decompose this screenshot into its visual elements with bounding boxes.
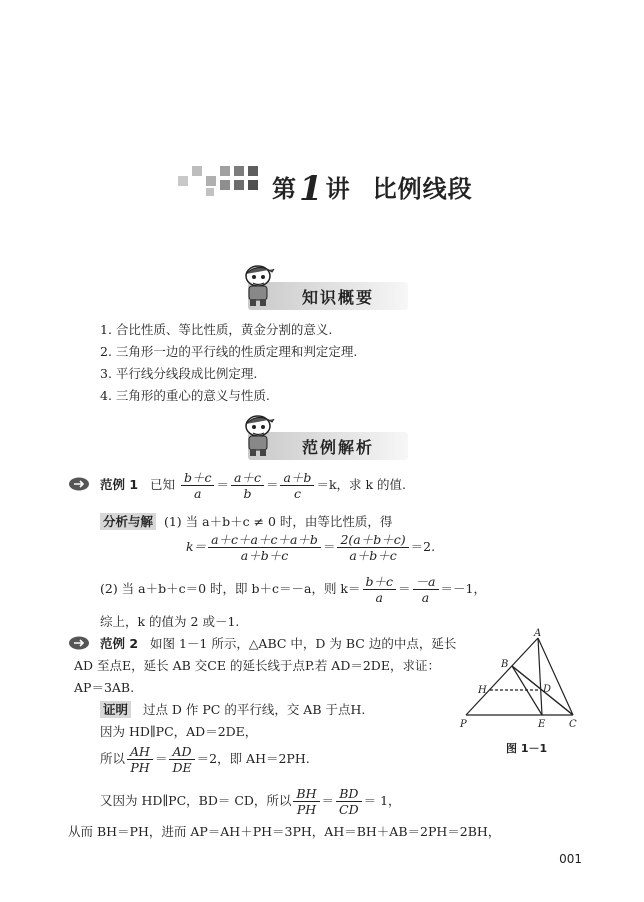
fraction: $\frac{b+c}{a}$ [181,470,215,501]
fraction: $\frac{a+b}{c}$ [280,470,314,501]
label-C: C [569,719,577,730]
knowledge-item: 4. 三角形的重心的意义与性质. [100,388,270,403]
fraction: $\frac{2(a+b+c)}{a+b+c}$ [337,532,408,563]
fraction: $\frac{AH}{PH}$ [127,744,153,775]
fraction: $\frac{BH}{PH}$ [293,786,319,817]
segment-AC [538,638,573,715]
page-number: 001 [559,852,582,866]
geometry-figure [456,628,596,738]
title-decoration [178,162,270,198]
figure-caption: 图 1－1 [506,742,548,755]
label-E: E [538,719,546,730]
label-P: P [460,719,467,730]
label-H: H [478,685,487,696]
label-D: D [543,684,552,695]
example2-label: 范例 2 [99,636,139,651]
arrow-bullet-icon [68,636,90,650]
example1-statement: 范例 1 已知 $\frac{b+c}{a}$ ＝ $\frac{a+c}{b}$ ＝ $\frac{a+b}{c}$ ＝k，求 k 的值. [68,470,406,501]
example1-label: 范例 1 [99,477,139,492]
conclusion: 综上，k 的值为 2 或－1. [100,614,240,629]
section-banner-knowledge: 知识概要 [248,282,408,310]
knowledge-item: 2. 三角形一边的平行线的性质定理和判定定理. [100,344,358,359]
knowledge-item: 3. 平行线分线段成比例定理. [100,366,258,381]
equation-k: k＝ $\frac{a+c+a+c+a+b}{a+b+c}$ ＝ $\frac{2(a+b+c)}{a+b+c}$ ＝2. [186,532,436,563]
analysis-case1: 分析与解 (1) 当 a＋b＋c ≠ 0 时，由等比性质，得 [100,512,392,530]
proof-line2: 因为 HD∥PC，AD＝2DE， [100,724,258,739]
label-B: B [501,659,509,670]
example2-line2: AD 至点E，延长 AB 交CE 的延长线于点P.若 AD＝2DE，求证： [74,658,440,673]
segment-AP [466,638,538,715]
example2-line1: 范例 2 如图 1－1 所示，△ABC 中，D 为 BC 边的中点，延长 [68,634,456,652]
arrow-bullet-icon [68,477,90,491]
mascot-icon [238,412,280,458]
fraction: $\frac{b+c}{a}$ [363,574,397,605]
proof-label: 证明 [100,701,131,718]
segment-AE [538,638,542,715]
fraction: $\frac{a+c+a+c+a+b}{a+b+c}$ [208,532,321,563]
knowledge-item: 1. 合比性质、等比性质，黄金分割的意义. [100,322,333,337]
chapter-title: 第1讲 比例线段 [272,169,473,209]
mascot-icon [238,262,280,308]
section-banner-examples: 范例解析 [248,432,408,460]
fraction: $\frac{-a}{a}$ [413,574,439,605]
fraction: $\frac{AD}{DE}$ [169,744,194,775]
proof-line3: 所以 $\frac{AH}{PH}$ ＝ $\frac{AD}{DE}$ ＝2，即 AH＝2PH. [100,744,310,775]
proof-line1: 证明 过点 D 作 PC 的平行线，交 AB 于点H. [100,700,365,718]
proof-line5: 从而 BH＝PH，进而 AP＝AH＋PH＝3PH，AH＝BH＋AB＝2PH＝2BH， [68,824,501,839]
label-A: A [534,628,542,639]
proof-line4: 又因为 HD∥PC，BD＝ CD，所以 $\frac{BH}{PH}$ ＝ $\frac{BD}{CD}$ ＝ 1， [100,786,401,817]
example2-line3: AP＝3AB. [74,680,135,695]
analysis-label: 分析与解 [100,513,156,530]
fraction: $\frac{BD}{CD}$ [336,786,362,817]
analysis-case2: (2) 当 a＋b＋c＝0 时，即 b＋c＝－a，则 k＝ $\frac{b+c}{a}$ ＝ $\frac{-a}{a}$ ＝－1， [100,574,486,605]
fraction: $\frac{a+c}{b}$ [231,470,264,501]
